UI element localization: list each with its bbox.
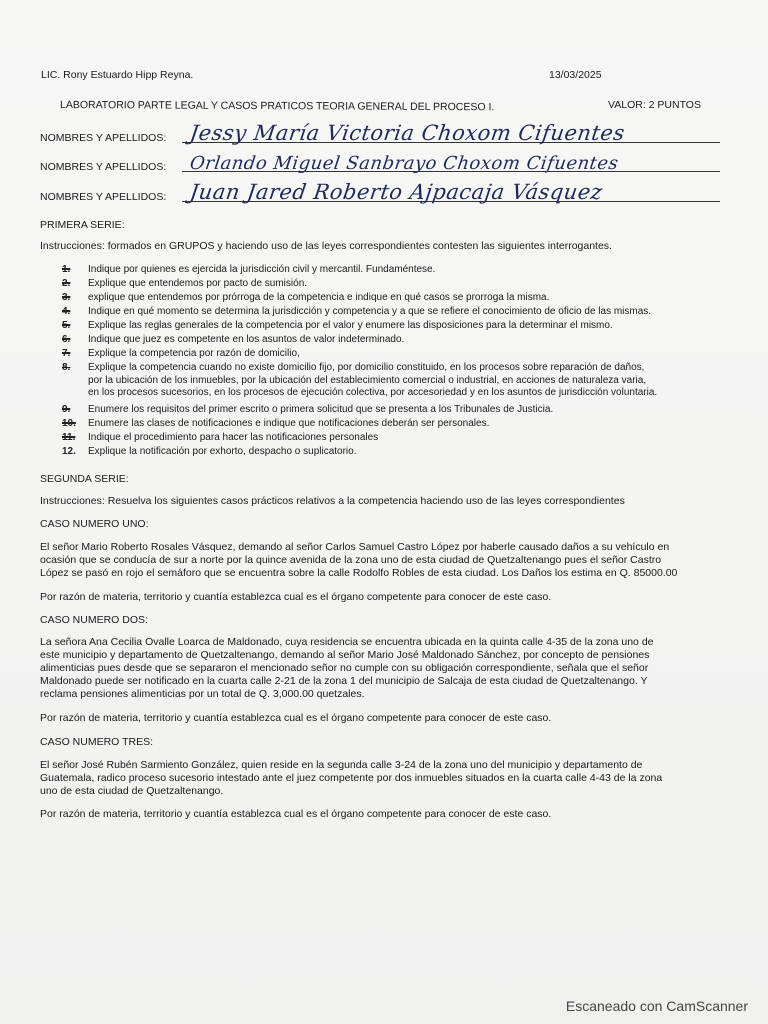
caso-line: El señor Mario Roberto Rosales Vásquez, demando al señor Carlos Samuel Castro López por haberle causado daños a su vehículo en bbox=[40, 541, 670, 553]
name-row-3 bbox=[40, 180, 720, 205]
question-text-line: en los procesos sucesorios, en los procesos de ejecución colectiva, por accesoriedad y en los asuntos de jurisdicción voluntaria. bbox=[88, 387, 658, 398]
question-item bbox=[62, 320, 613, 331]
question-number: 3. bbox=[62, 292, 71, 303]
question-text: explique que entendemos por prórroga de la competencia e indique en qué casos se prorroga la misma. bbox=[88, 292, 550, 303]
question-text: Explique las reglas generales de la competencia por el valor y enumere las disposiciones para la determinar el mismo. bbox=[88, 320, 613, 331]
name-row-1 bbox=[40, 121, 720, 146]
question-number: 4. bbox=[62, 306, 71, 317]
caso-line: ocasión que se conducía de sur a norte por la quince avenida de la zona uno de esta ciudad de Quetzaltenango pues el señor Castro bbox=[40, 554, 662, 566]
question-item bbox=[62, 348, 300, 359]
caso-line: uno de esta ciudad de Quetzaltenango. bbox=[40, 785, 224, 797]
question-text: Enumere las clases de notificaciones e indique que notificaciones deberán ser personales. bbox=[88, 418, 490, 429]
question-text: Explique que entendemos por pacto de sumisión. bbox=[88, 278, 308, 289]
segunda-serie-title: SEGUNDA SERIE: bbox=[40, 473, 129, 485]
question-text: Indique que juez es competente en los asuntos de valor indeterminado. bbox=[88, 334, 405, 345]
question-number: 6. bbox=[62, 334, 71, 345]
question-text: Indique en qué momento se determina la jurisdicción y competencia y a que se refiere el conocimiento de oficio de las mismas. bbox=[88, 306, 652, 317]
name-row-2 bbox=[40, 153, 720, 175]
question-number: 5. bbox=[62, 320, 71, 331]
document-date: 13/03/2025 bbox=[549, 69, 602, 81]
primera-serie-title: PRIMERA SERIE: bbox=[40, 219, 125, 231]
question-item bbox=[62, 278, 307, 289]
question-text: Explique la notificación por exhorto, despacho o suplicatorio. bbox=[88, 446, 357, 457]
question-text: Enumere los requisitos del primer escrito o primera solicitud que se presenta a los Tribunales de Justicia. bbox=[88, 404, 554, 415]
question-number: 12. bbox=[62, 446, 76, 457]
question-number: 9. bbox=[62, 404, 71, 415]
primera-serie-instructions: Instrucciones: formados en GRUPOS y haciendo uso de las leyes correspondientes contesten las siguientes interrogantes. bbox=[40, 240, 612, 252]
name-label: NOMBRES Y APELLIDOS: bbox=[40, 191, 167, 203]
caso-line: Guatemala, radico proceso sucesorio intestado ante el juez competente por dos inmuebles situados en la cuarta calle 4-43 de la zona bbox=[40, 772, 663, 784]
question-number: 10. bbox=[62, 418, 76, 429]
question-text-line: Explique la competencia cuando no existe domicilio fijo, por domicilio constituido, en los procesos sobre reparación de daños, bbox=[88, 362, 645, 373]
caso-title: CASO NUMERO TRES: bbox=[40, 736, 153, 748]
question-item bbox=[62, 264, 435, 275]
question-item bbox=[62, 418, 489, 429]
question-item bbox=[62, 404, 553, 415]
caso-question: Por razón de materia, territorio y cuantía establezca cual es el órgano competente para conocer de este caso. bbox=[40, 591, 552, 603]
caso-question: Por razón de materia, territorio y cuantía establezca cual es el órgano competente para conocer de este caso. bbox=[40, 712, 552, 724]
caso-line: este municipio y departamento de Quetzaltenango, demando al señor Mario José Maldonado Sánchez, por concepto de pensiones bbox=[40, 649, 650, 661]
caso-title: CASO NUMERO UNO: bbox=[40, 518, 149, 530]
lab-title: LABORATORIO PARTE LEGAL Y CASOS PRATICOS TEORIA GENERAL DEL PROCESO I. bbox=[59, 99, 495, 114]
question-text: Indique por quienes es ejercida la jurisdicción civil y mercantil. Fundaméntese. bbox=[88, 264, 436, 275]
question-text: Explique la competencia por razón de domicilio, bbox=[88, 348, 300, 359]
caso-line: El señor José Rubén Sarmiento González, quien reside en la segunda calle 3-24 de la zona uno del municipio y departamento de bbox=[40, 759, 643, 771]
caso-question: Por razón de materia, territorio y cuantía establezca cual es el órgano competente para conocer de este caso. bbox=[40, 808, 552, 820]
question-item bbox=[62, 446, 357, 457]
question-number: 7. bbox=[62, 348, 71, 359]
caso-line: López se pasó en rojo el semáforo que se encuentra sobre la calle Rodolfo Robles de esta ciudad. Los Daños los estima en Q. 85000.00 bbox=[40, 567, 678, 579]
caso-line: La señora Ana Cecilia Ovalle Loarca de Maldonado, cuya residencia se encuentra ubicada en la quinta calle 4-35 de la zona uno de bbox=[40, 636, 654, 648]
question-item bbox=[62, 334, 404, 345]
question-item bbox=[62, 432, 378, 443]
question-number: 11. bbox=[62, 432, 76, 443]
camscanner-watermark: Escaneado con CamScanner bbox=[565, 998, 748, 1014]
name-label: NOMBRES Y APELLIDOS: bbox=[40, 132, 167, 144]
caso-title: CASO NUMERO DOS: bbox=[40, 614, 148, 626]
segunda-serie-instructions: Instrucciones: Resuelva los siguientes casos prácticos relativos a la competencia haciendo uso de las leyes correspondientes bbox=[40, 495, 625, 507]
caso-body bbox=[40, 636, 730, 701]
point-value: VALOR: 2 PUNTOS bbox=[608, 99, 701, 111]
caso-line: Maldonado puede ser notificado en la cuarta calle 2-21 de la zona 1 del municipio de Salcaja de esta ciudad de Quetzaltenango. Y bbox=[40, 675, 648, 687]
handwritten-name: Jessy María Victoria Choxom Cifuentes bbox=[188, 121, 627, 145]
caso-line: reclama pensiones alimenticias por un total de Q. 3,000.00 quetzales. bbox=[40, 688, 365, 700]
question-text-line: por la ubicación de los inmuebles, por la ubicación del establecimiento comercial o industrial, en acciones de naturaleza varia, bbox=[88, 374, 647, 386]
handwritten-name: Juan Jared Roberto Ajpacaja Vásquez bbox=[188, 180, 605, 204]
question-number: 8. bbox=[62, 362, 71, 373]
caso-body bbox=[40, 759, 730, 798]
handwritten-name: Orlando Miguel Sanbrayo Choxom Cifuentes bbox=[188, 153, 620, 174]
question-item bbox=[62, 292, 549, 303]
instructor-name: LIC. Rony Estuardo Hipp Reyna. bbox=[41, 69, 194, 81]
question-item bbox=[62, 306, 651, 317]
question-number: 2. bbox=[62, 278, 71, 289]
caso-body bbox=[40, 541, 730, 580]
question-text: Indique el procedimiento para hacer las notificaciones personales bbox=[88, 432, 379, 443]
caso-line: alimenticias pues desde que se separaron el mencionado señor no cumple con su obligación correspondiente, señala que el señor bbox=[40, 662, 649, 674]
question-number: 1. bbox=[62, 264, 71, 275]
name-label: NOMBRES Y APELLIDOS: bbox=[40, 161, 167, 173]
